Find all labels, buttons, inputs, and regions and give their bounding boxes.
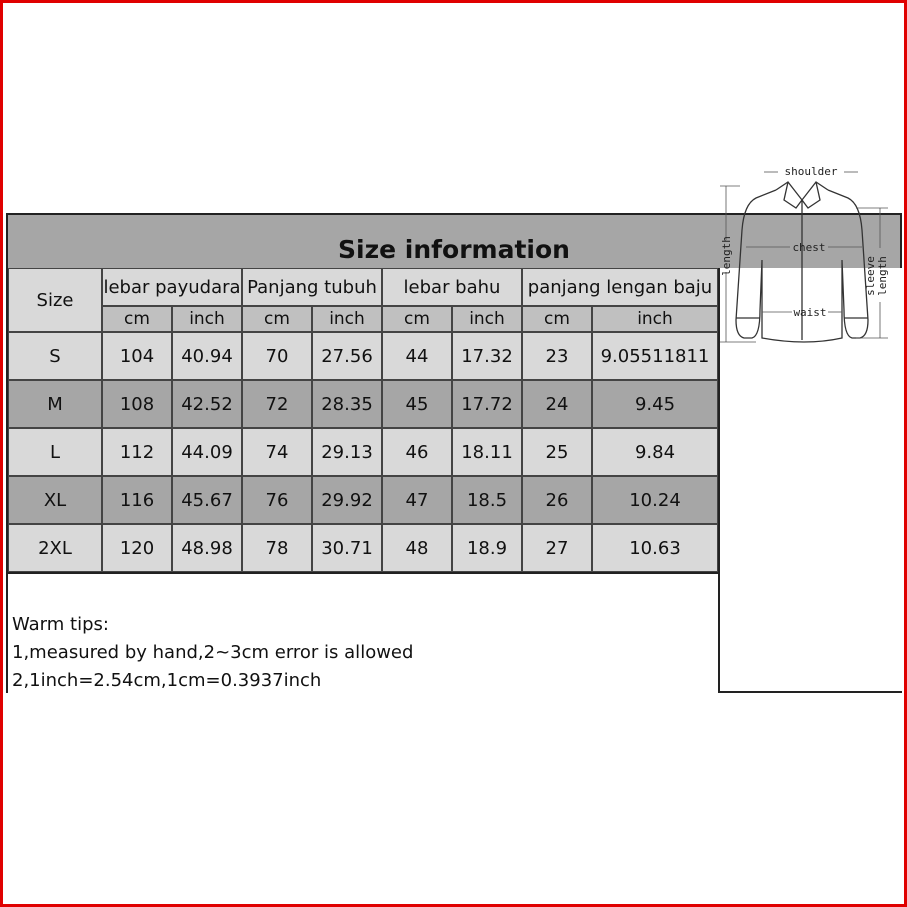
row-value: 70 (242, 332, 312, 380)
row-value: 72 (242, 380, 312, 428)
row-value: 23 (522, 332, 592, 380)
tips-panel (8, 572, 718, 693)
row-value: 27.56 (312, 332, 382, 380)
chest-label: chest (792, 241, 826, 254)
row-value: 47 (382, 476, 452, 524)
header-unit: cm (522, 306, 592, 332)
header-size: Size (8, 268, 102, 332)
row-value: 24 (522, 380, 592, 428)
row-value: 9.45 (592, 380, 718, 428)
row-value: 29.92 (312, 476, 382, 524)
header-group: Panjang tubuh (242, 268, 382, 306)
row-size: L (8, 428, 102, 476)
row-value: 48 (382, 524, 452, 572)
tip-line-2: 2,1inch=2.54cm,1cm=0.3937inch (12, 670, 322, 691)
row-value: 25 (522, 428, 592, 476)
row-size: M (8, 380, 102, 428)
row-value: 104 (102, 332, 172, 380)
row-value: 28.35 (312, 380, 382, 428)
row-value: 26 (522, 476, 592, 524)
header-unit: cm (382, 306, 452, 332)
row-value: 44.09 (172, 428, 242, 476)
row-value: 46 (382, 428, 452, 476)
row-value: 78 (242, 524, 312, 572)
row-value: 48.98 (172, 524, 242, 572)
row-value: 27 (522, 524, 592, 572)
row-value: 40.94 (172, 332, 242, 380)
header-unit: inch (592, 306, 718, 332)
header-group: lebar bahu (382, 268, 522, 306)
row-value: 29.13 (312, 428, 382, 476)
row-value: 44 (382, 332, 452, 380)
sleeve-length-label: length (876, 256, 889, 296)
shoulder-label: shoulder (784, 165, 838, 178)
chart-title: Size information (338, 235, 570, 264)
header-group: panjang lengan baju (522, 268, 718, 306)
row-value: 108 (102, 380, 172, 428)
row-value: 45.67 (172, 476, 242, 524)
header-unit: cm (102, 306, 172, 332)
row-value: 18.11 (452, 428, 522, 476)
row-value: 9.05511811 (592, 332, 718, 380)
row-value: 18.5 (452, 476, 522, 524)
row-value: 17.72 (452, 380, 522, 428)
shirt-measurement-diagram (716, 160, 892, 360)
row-value: 116 (102, 476, 172, 524)
row-value: 10.24 (592, 476, 718, 524)
row-value: 17.32 (452, 332, 522, 380)
row-value: 18.9 (452, 524, 522, 572)
row-size: XL (8, 476, 102, 524)
header-unit: inch (172, 306, 242, 332)
sleeve-label: sleeve (864, 256, 877, 296)
row-value: 74 (242, 428, 312, 476)
row-value: 112 (102, 428, 172, 476)
row-size: 2XL (8, 524, 102, 572)
row-value: 76 (242, 476, 312, 524)
header-unit: inch (452, 306, 522, 332)
length-label: length (720, 236, 733, 276)
header-group: lebar payudara (102, 268, 242, 306)
header-unit: inch (312, 306, 382, 332)
tips-heading: Warm tips: (12, 614, 109, 635)
header-unit: cm (242, 306, 312, 332)
row-value: 10.63 (592, 524, 718, 572)
row-value: 30.71 (312, 524, 382, 572)
row-value: 42.52 (172, 380, 242, 428)
row-value: 9.84 (592, 428, 718, 476)
waist-label: waist (793, 306, 827, 319)
tip-line-1: 1,measured by hand,2~3cm error is allowed (12, 642, 414, 663)
row-value: 120 (102, 524, 172, 572)
row-size: S (8, 332, 102, 380)
row-value: 45 (382, 380, 452, 428)
